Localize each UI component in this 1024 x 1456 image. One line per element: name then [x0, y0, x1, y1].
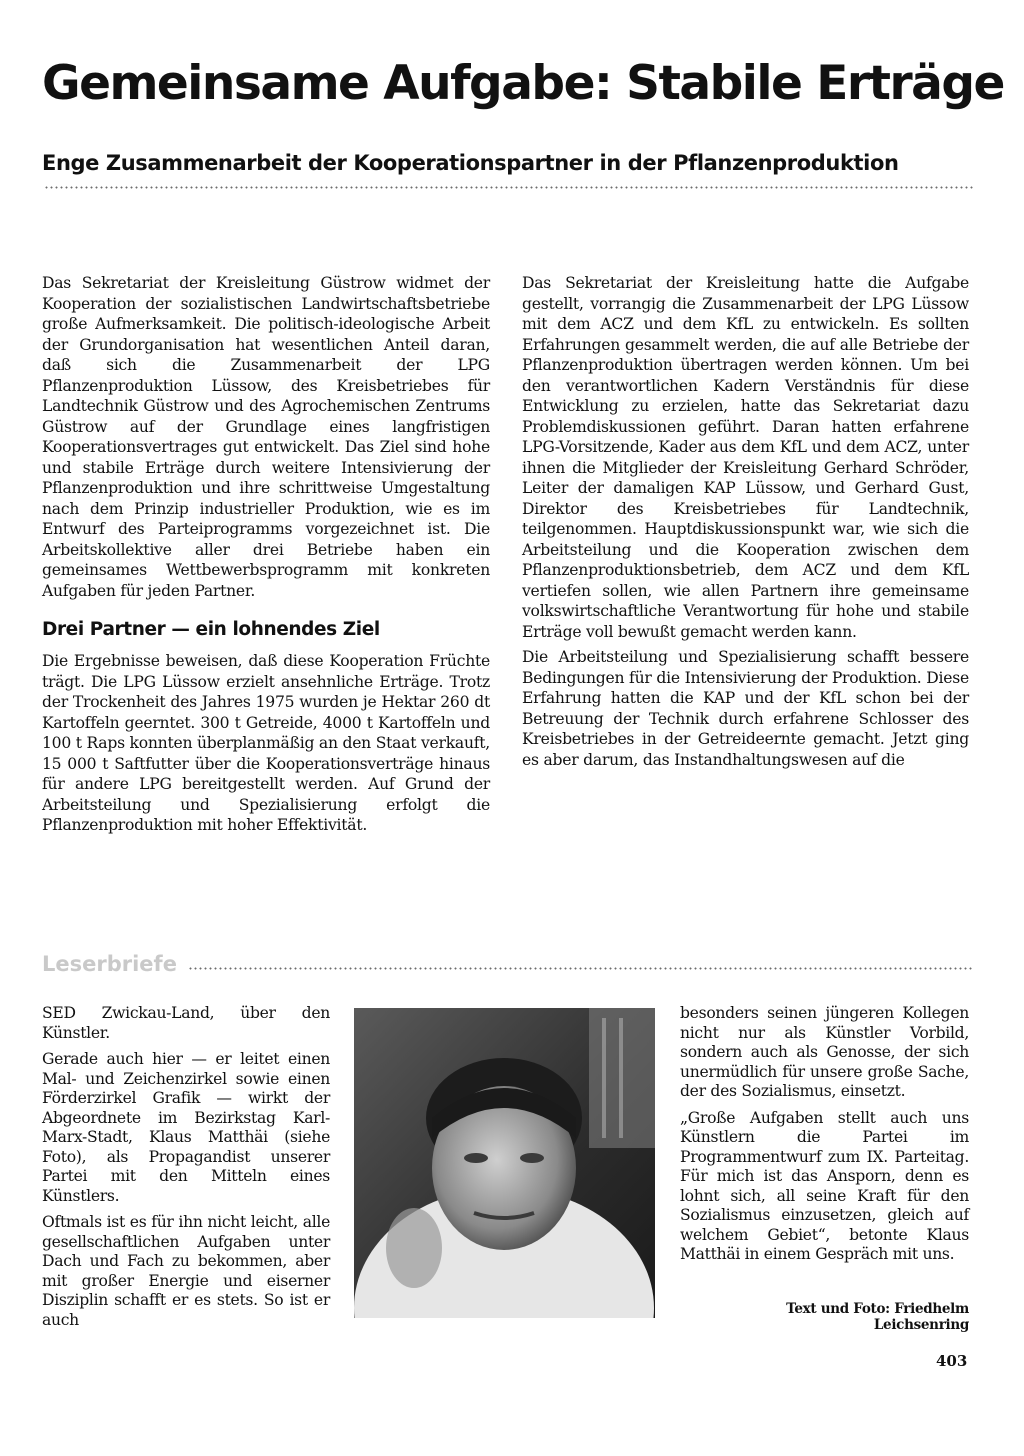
letter-paragraph: besonders seinen jüngeren Kollegen nicht nur als Künstler Vorbild, sondern auch als Genosse, der sich unermüdlich für unsere große Sache, der des Sozialismus, einsetzt. [680, 1004, 969, 1100]
letters-column-right [680, 1004, 969, 1272]
letter-paragraph: SED Zwickau-Land, über den Künstler. [42, 1004, 330, 1042]
headline-rule [44, 185, 974, 190]
portrait-photo [354, 1008, 655, 1318]
article-paragraph: Das Sekretariat der Kreisleitung hatte die Aufgabe gestellt, vorrangig die Zusammenarbeit der LPG Lüssow mit dem ACZ und dem KfL zu entwickeln. Es sollten Erfahrungen gesammelt werden, die auf alle Betriebe der Pflanzenproduktion übertragen werden können. Um bei den verantwortlichen Kadern Verständnis für diese Entwicklung zu erzielen, hatte das Sekretariat dazu Problemdiskussionen geführt. Daran hatten erfahrene LPG-Vorsitzende, Kader aus dem KfL und dem ACZ, unter ihnen die Mitglieder der Kreisleitung Gerhard Schröder, Leiter der damaligen KAP Lüssow, und Gerhard Gust, Direktor des Kreisbetriebes für Landtechnik, teilgenommen. Hauptdiskussionspunkt war, wie sich die Arbeitsteilung und die Kooperation zwischen dem Pflanzenproduktionsbetrieb, dem ACZ und dem KfL vertiefen sollen, wie allen Partnern ihre gemeinsame volkswirtschaftliche Verantwortung für hohe und stabile Erträge voll bewußt gemacht werden kann. [522, 274, 969, 641]
subheadline: Enge Zusammenarbeit der Kooperationspartner in der Pflanzenproduktion [42, 151, 899, 175]
page-number: 403 [936, 1352, 968, 1370]
credit-line: Text und Foto: Friedhelm [786, 1301, 969, 1317]
article-column-left [42, 273, 490, 841]
article-column-right [522, 273, 969, 775]
credit-line: Leichsenring [873, 1317, 969, 1333]
portrait-photo-drawing [354, 1008, 655, 1318]
letters-section-label: Leserbriefe [42, 952, 177, 976]
letter-paragraph: „Große Aufgaben stellt auch uns Künstlern die Partei im Programmentwurf zum IX. Parteitag. Für mich ist das Ansporn, denn es lohnt sich, all seine Kraft für den Sozialismus einzusetzen, gleich auf welchem Gebiet“, betonte Klaus Matthäi in einem Gespräch mit uns. [680, 1108, 969, 1263]
article-paragraph: Die Arbeitsteilung und Spezialisierung schafft bessere Bedingungen für die Intensivierung der Produktion. Diese Erfahrung hatten die KAP und der KfL schon bei der Betreuung der Technik durch erfahrene Schlosser des Kreisbetriebes in der Getreideernte gemacht. Jetzt ging es aber darum, das Instandhaltungswesen auf die [522, 648, 969, 769]
letter-paragraph: Gerade auch hier — er leitet einen Mal- und Zeichenzirkel sowie einen Förderzirkel Grafik — wirkt der Abgeordnete im Bezirkstag Karl-Marx-Stadt, Klaus Matthäi (siehe Foto), als Propagandist unserer Partei mit den Mitteln eines Künstlers. [42, 1050, 330, 1205]
article-paragraph: Die Ergebnisse beweisen, daß diese Kooperation Früchte trägt. Die LPG Lüssow erzielt ansehnliche Erträge. Trotz der Trockenheit des Jahres 1975 wurden je Hektar 260 dt Kartoffeln geerntet. 300 t Getreide, 4000 t Kartoffeln und 100 t Raps konnten überplanmäßig an den Staat verkauft, 15 000 t Saftfutter über die Kooperationsverträge hinaus für andere LPG bereitgestellt werden. Auf Grund der Arbeitsteilung und Spezialisierung erfolgt die Pflanzenproduktion mit hoher Effektivität. [42, 652, 490, 834]
letters-rule [188, 966, 974, 971]
headline: Gemeinsame Aufgabe: Stabile Erträge [42, 56, 1004, 111]
section-heading: Drei Partner — ein lohnendes Ziel [42, 619, 380, 640]
photo-credit [786, 1301, 969, 1333]
letter-paragraph: Oftmals ist es für ihn nicht leicht, alle gesellschaftlichen Aufgaben unter Dach und Fach zu bekommen, aber mit großer Energie und eiserner Disziplin schafft er es stets. So ist er auch [42, 1213, 330, 1329]
article-paragraph: Das Sekretariat der Kreisleitung Güstrow widmet der Kooperation der sozialistischen Landwirtschaftsbetriebe große Aufmerksamkeit. Die politisch-ideologische Arbeit der Grundorganisation hat wesentlichen Anteil daran, daß sich die Zusammenarbeit der LPG Pflanzenproduktion Lüssow, des Kreisbetriebes für Landtechnik Güstrow und des Agrochemischen Zentrums Güstrow auf der Grundlage eines langfristigen Kooperationsvertrages gut entwickelt. Das Ziel sind hohe und stabile Erträge durch weitere Intensivierung der Pflanzenproduktion und ihre schrittweise Umgestaltung nach dem Prinzip industrieller Produktion, wie es im Entwurf des Parteiprogramms vorgezeichnet ist. Die Arbeitskollektive aller drei Betriebe haben ein gemeinsames Wettbewerbsprogramm mit konkreten Aufgaben für jeden Partner. [42, 274, 490, 600]
letters-column-left [42, 1004, 330, 1337]
